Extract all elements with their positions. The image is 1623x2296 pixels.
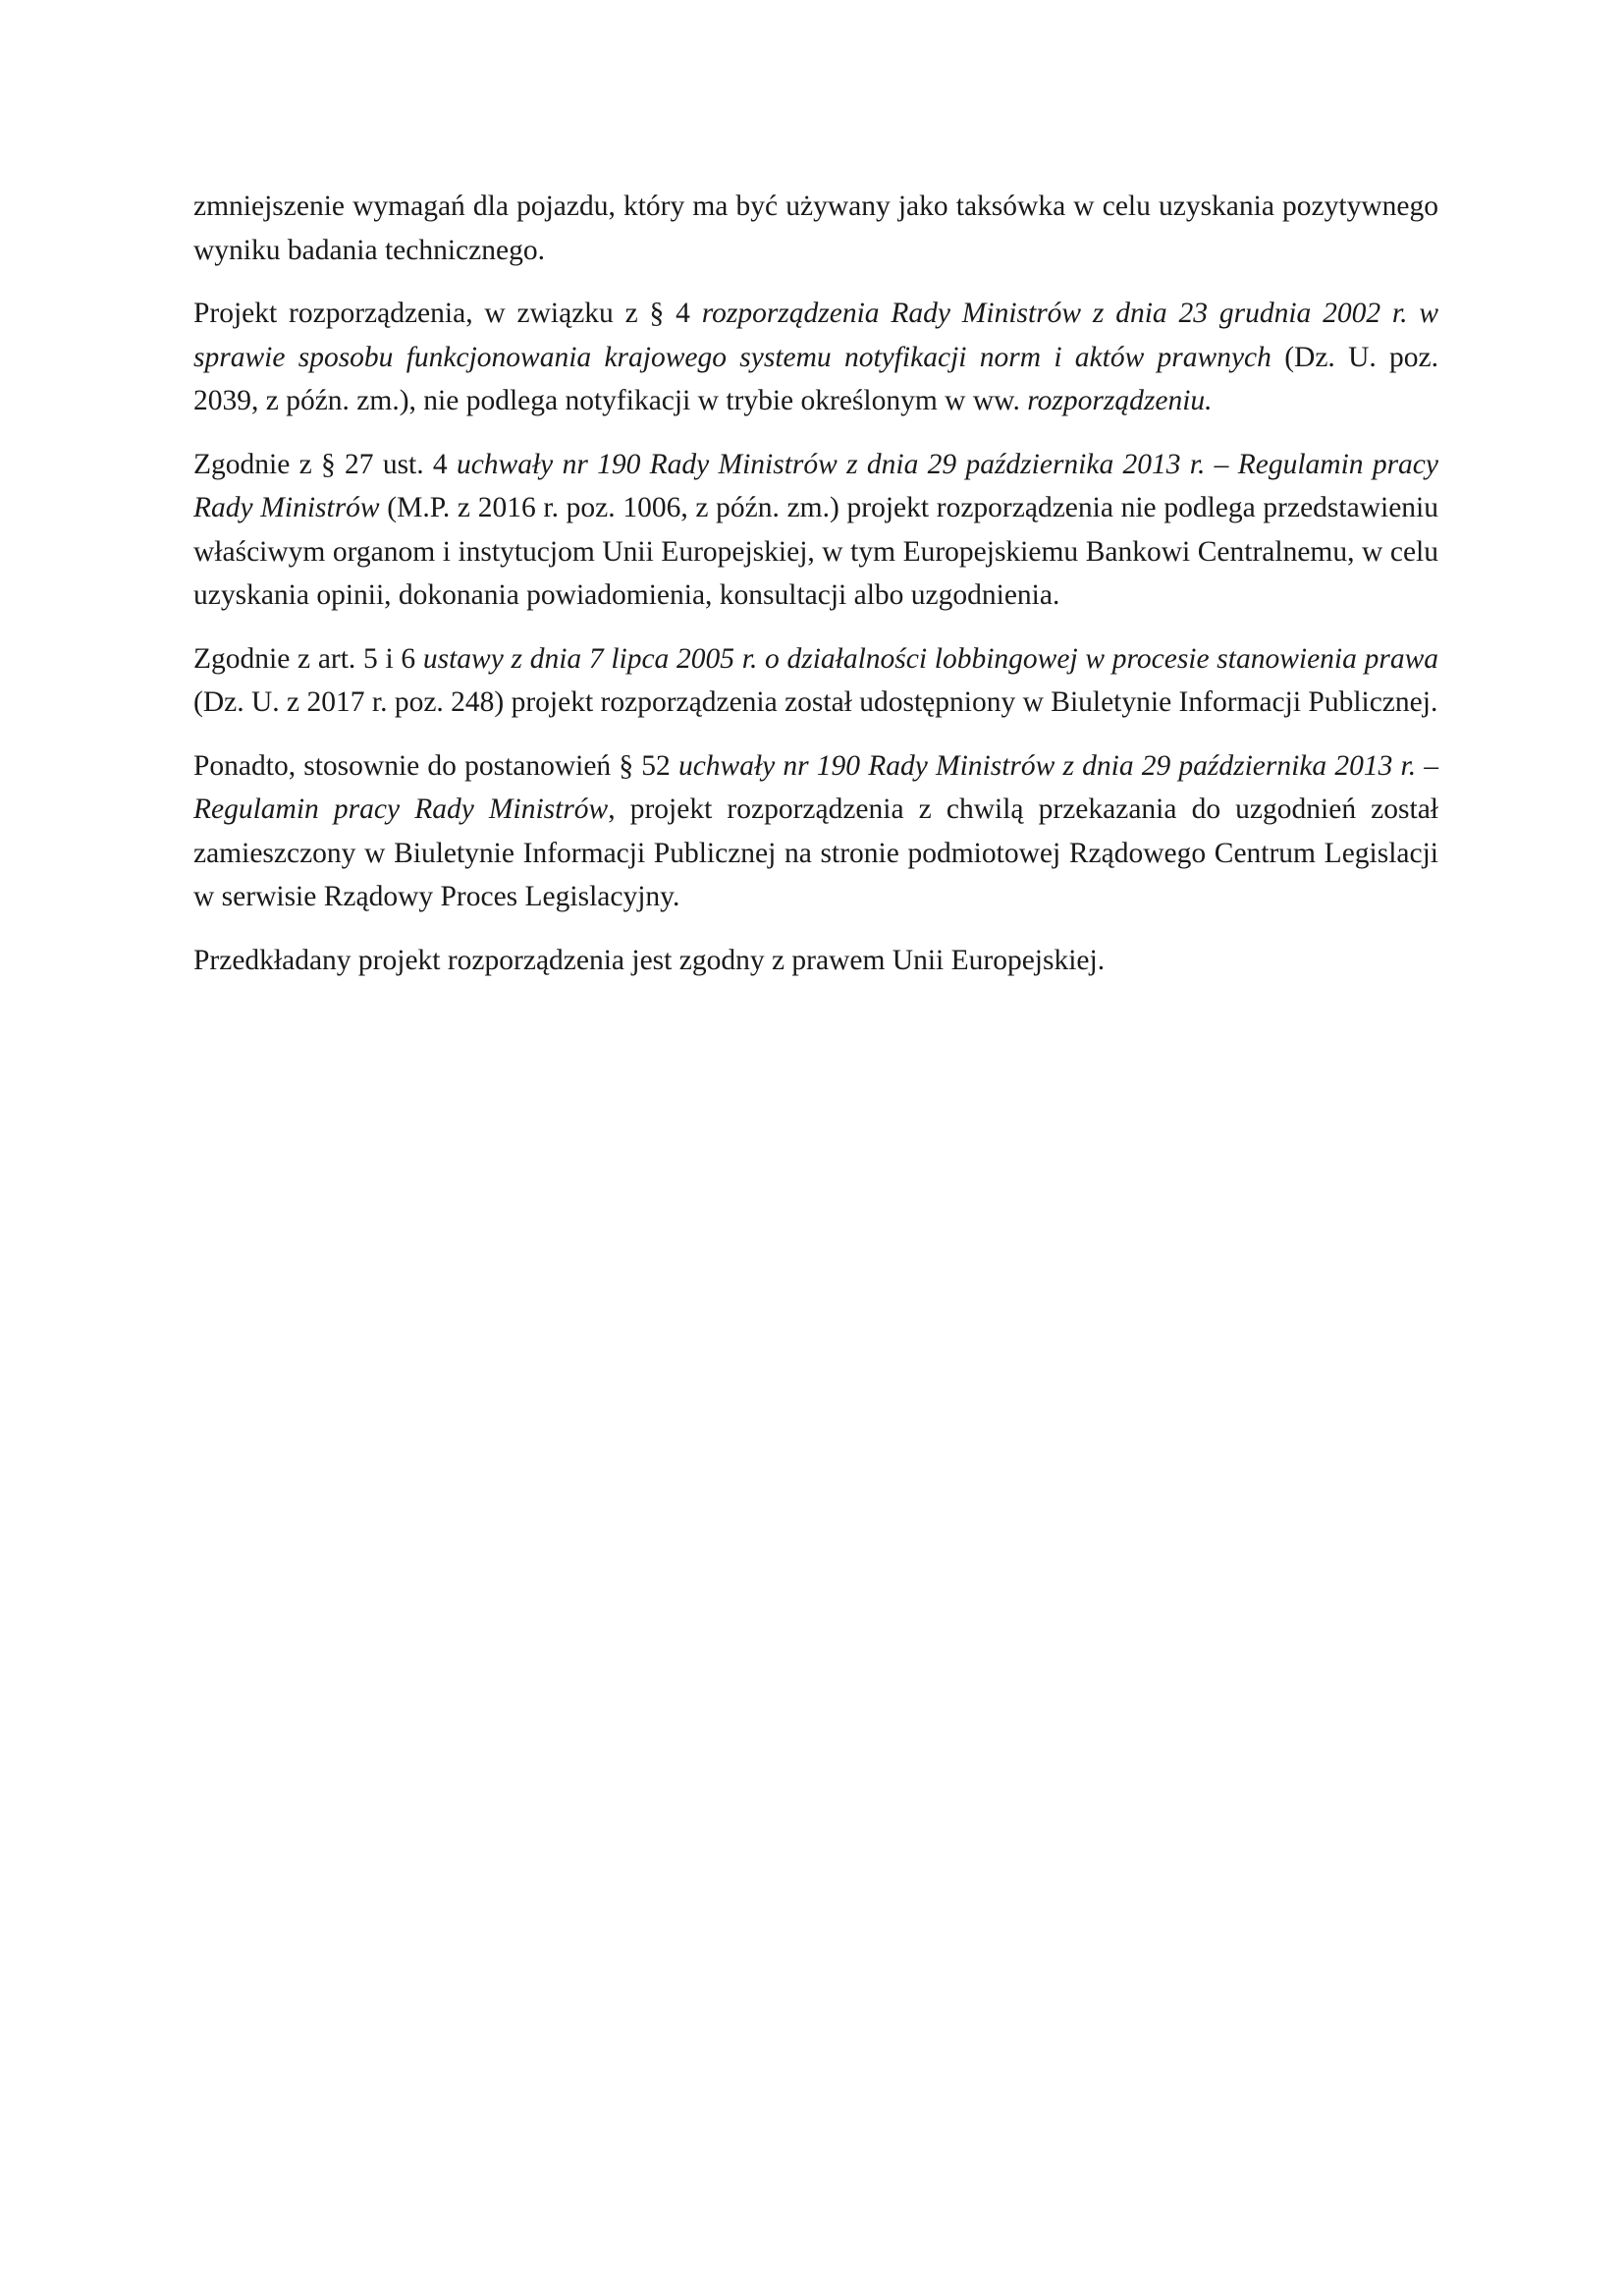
paragraph-eu-compliance (193, 939, 1438, 983)
paragraph-publication (193, 744, 1438, 919)
paragraph-text: Zgodnie z § 27 ust. 4 (193, 448, 457, 480)
paragraph-text: Przedkładany projekt rozporządzenia jest zgodny z prawem Unii Europejskiej. (193, 944, 1106, 976)
paragraph-text: (M.P. z 2016 r. poz. 1006, z późn. zm.) projekt rozporządzenia nie podlega przedstawieniu właściwym organom i instytucjom Unii Europejskiej, w tym Europejskiemu Bankowi Centralnemu, w celu uzyskania opinii, dokonania powiadomienia, konsultacji albo uzgodnienia. (193, 492, 1438, 611)
regulation-reference: rozporządzeniu. (1027, 385, 1213, 416)
document-body (193, 185, 1438, 1002)
paragraph-vehicle-requirements (193, 185, 1438, 272)
paragraph-text: Projekt rozporządzenia, w związku z § 4 (193, 298, 702, 329)
paragraph-notification (193, 292, 1438, 423)
paragraph-text: Ponadto, stosownie do postanowień § 52 (193, 749, 678, 782)
paragraph-text: (Dz. U. z 2017 r. poz. 248) projekt rozporządzenia został udostępniony w Biuletynie Informacji Publicznej. (193, 686, 1438, 718)
paragraph-text: (Dz. U. poz. 2039, z późn. zm.), nie podlega notyfikacji w trybie określonym w ww. (193, 341, 1439, 416)
act-citation: ustawy z dnia 7 lipca 2005 r. o działalności lobbingowej w procesie stanowienia prawa (422, 642, 1438, 675)
paragraph-text: Zgodnie z art. 5 i 6 (193, 642, 423, 675)
regulation-citation: rozporządzenia Rady Ministrów z dnia 23 grudnia 2002 r. w sprawie sposobu funkcjonowania krajowego systemu notyfikacji norm i aktów prawnych (193, 298, 1438, 373)
paragraph-eu-consultation (193, 443, 1438, 618)
paragraph-text: , projekt rozporządzenia z chwilą przekazania do uzgodnień został zamieszczony w Biuletynie Informacji Publicznej na stronie podmiotowej Rządowego Centrum Legislacji w serwisie Rządowy Proces Legislacyjny. (193, 793, 1438, 912)
resolution-citation: uchwały nr 190 Rady Ministrów z dnia 29 października 2013 r. – Regulamin pracy Rady Ministrów (193, 749, 1439, 825)
resolution-citation: uchwały nr 190 Rady Ministrów z dnia 29 października 2013 r. – Regulamin pracy Rady Ministrów (193, 448, 1438, 523)
paragraph-text: zmniejszenie wymagań dla pojazdu, który ma być używany jako taksówka w celu uzyskania pozytywnego wyniku badania technicznego. (193, 191, 1438, 266)
paragraph-lobbying (193, 637, 1438, 725)
